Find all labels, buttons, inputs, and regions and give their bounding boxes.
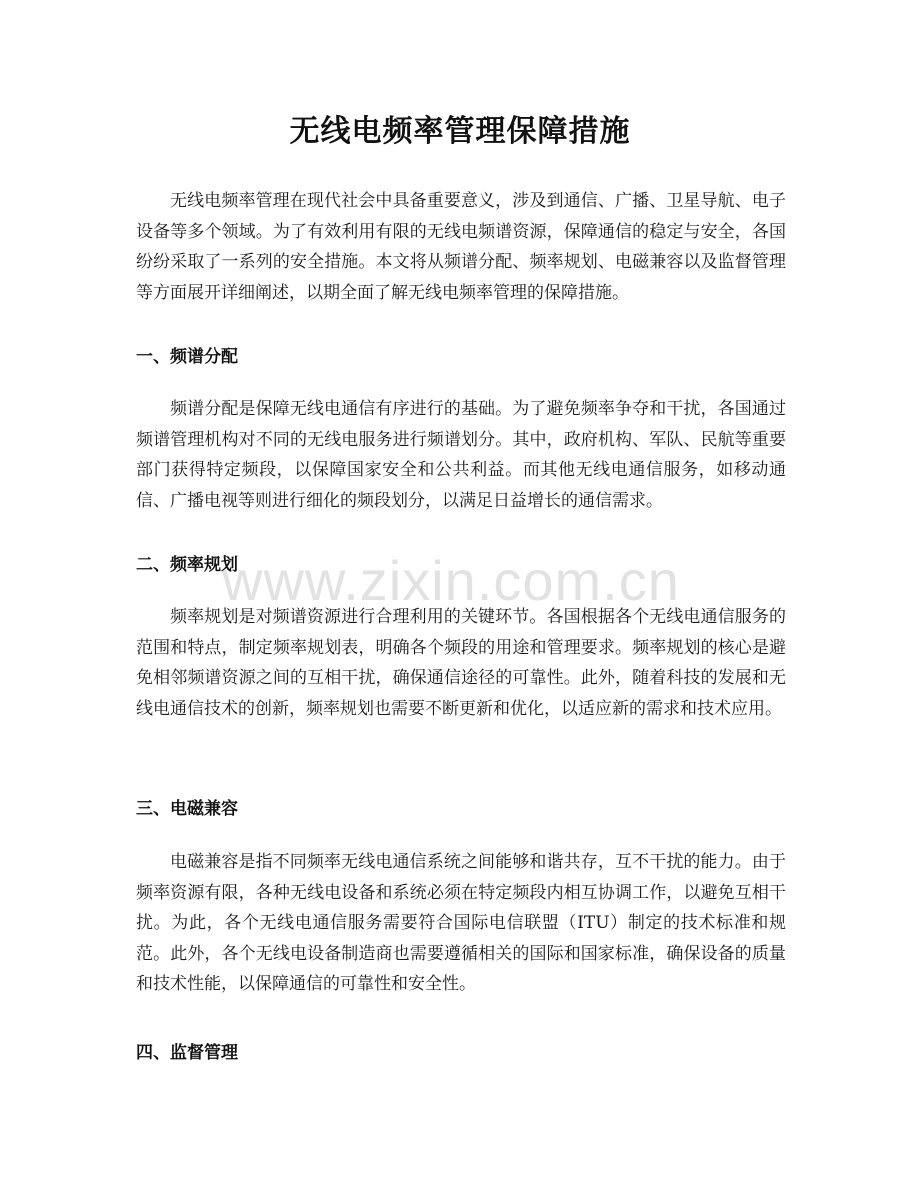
section-heading-2: 二、频率规划 [136,555,238,575]
intro-paragraph: 无线电频率管理在现代社会中具备重要意义，涉及到通信、广播、卫星导航、电子设备等多个领域。为了有效利用有限的无线电频谱资源，保障通信的稳定与安全，各国纷纷采取了一系列的安全措施。本文将从频谱分配、频率规划、电磁兼容以及监督管理等方面展开详细阐述，以期全面了解无线电频率管理的保障措施。 [136,191,786,303]
section-body-3: 电磁兼容是指不同频率无线电通信系统之间能够和谐共存，互不干扰的能力。由于频率资源有限，各种无线电设备和系统必须在特定频段内相互协调工作，以避免互相干扰。为此，各个无线电通信服务需要符合国际电信联盟（ITU）制定的技术标准和规范。此外，各个无线电设备制造商也需要遵循相关的国际和国家标准，确保设备的质量和技术性能，以保障通信的可靠性和安全性。 [136,852,786,994]
section-body-1: 频谱分配是保障无线电通信有序进行的基础。为了避免频率争夺和干扰，各国通过频谱管理机构对不同的无线电服务进行频谱划分。其中，政府机构、军队、民航等重要部门获得特定频段，以保障国家安全和公共利益。而其他无线电通信服务，如移动通信、广播电视等则进行细化的频段划分，以满足日益增长的通信需求。 [136,399,786,511]
section-body-2: 频率规划是对频谱资源进行合理利用的关键环节。各国根据各个无线电通信服务的范围和特点，制定频率规划表，明确各个频段的用途和管理要求。频率规划的核心是避免相邻频谱资源之间的互相干扰，确保通信途径的可靠性。此外，随着科技的发展和无线电通信技术的创新，频率规划也需要不断更新和优化，以适应新的需求和技术应用。 [136,607,786,719]
section-heading-3: 三、电磁兼容 [136,799,238,819]
page-title: 无线电频率管理保障措施 [289,114,631,149]
section-heading-1: 一、频谱分配 [136,347,238,367]
watermark: www.zixin.com.cn [222,549,680,612]
section-heading-4: 四、监督管理 [136,1043,238,1063]
